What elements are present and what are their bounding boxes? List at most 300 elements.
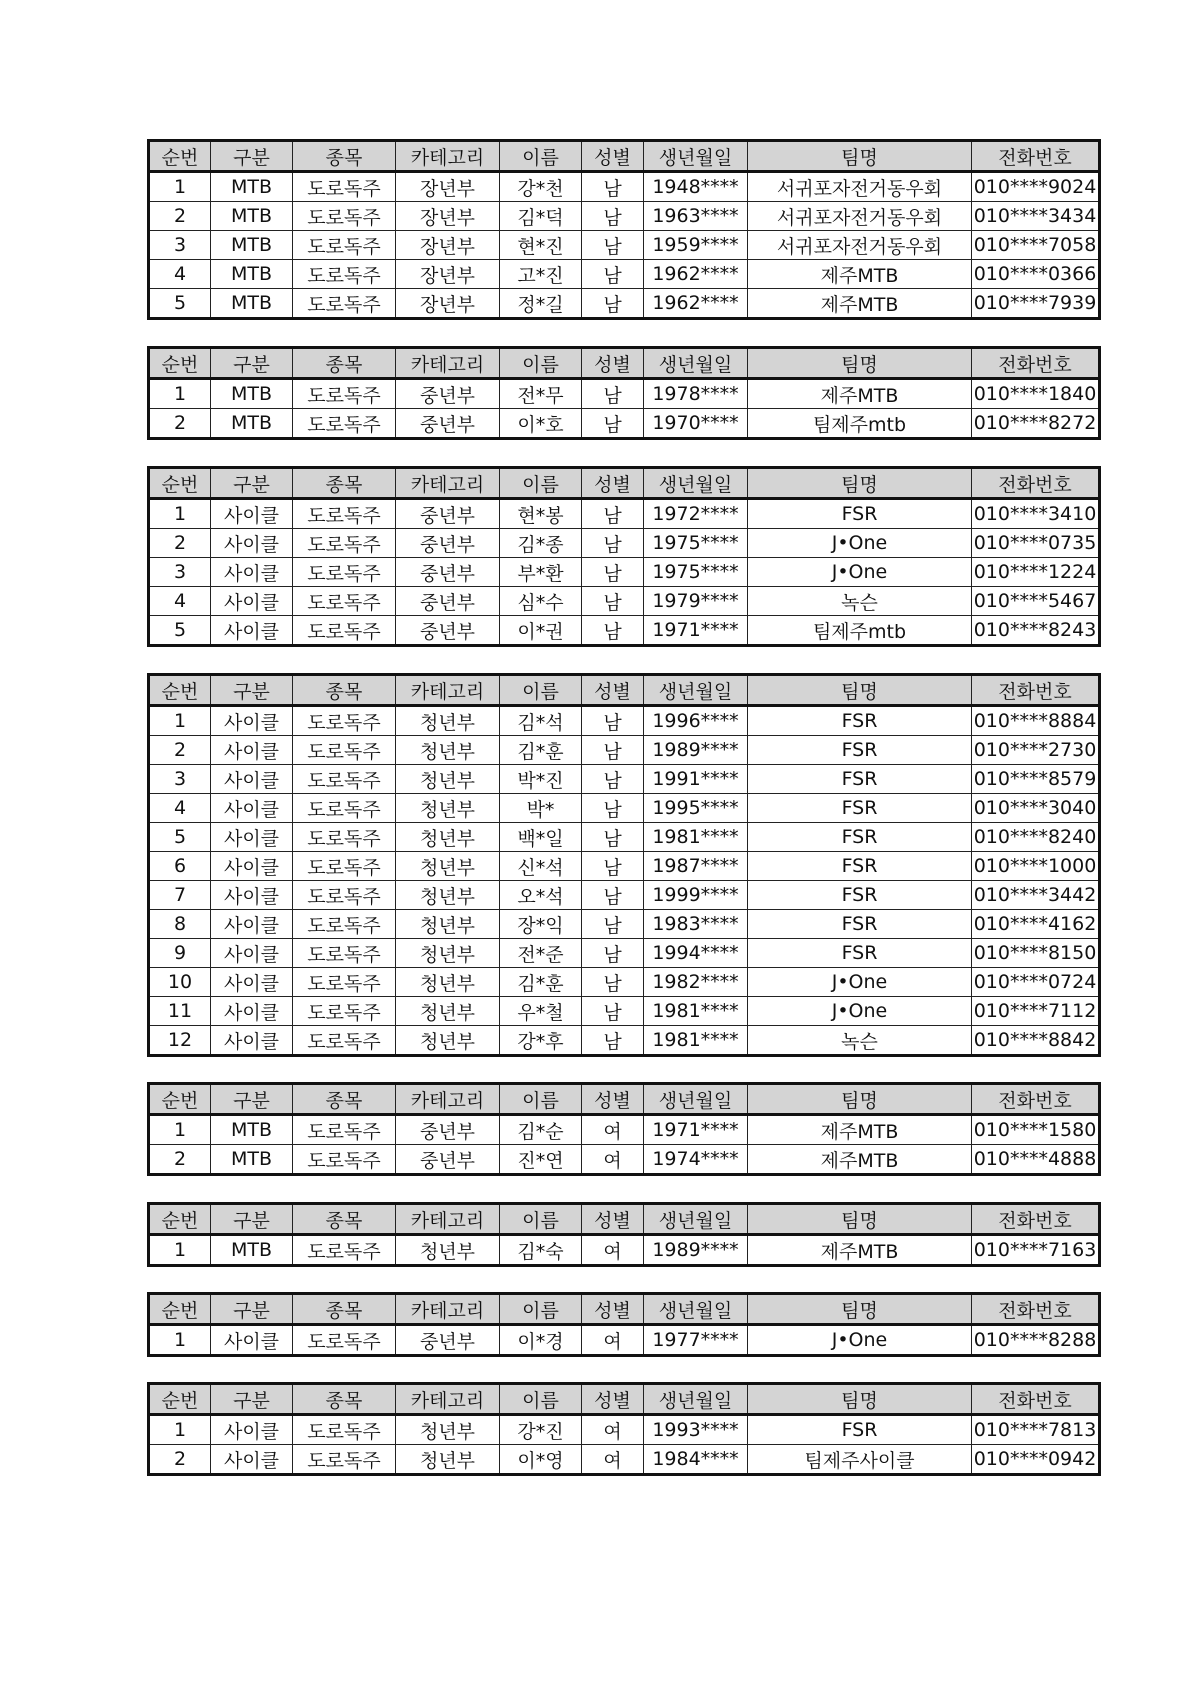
cell-group: MTB bbox=[211, 202, 293, 231]
cell-birth: 1987**** bbox=[644, 852, 748, 881]
column-header-category: 카테고리 bbox=[396, 348, 500, 379]
cell-sex: 남 bbox=[582, 765, 644, 794]
column-header-team: 팀명 bbox=[748, 468, 972, 499]
cell-name: 김*석 bbox=[500, 706, 582, 736]
cell-birth: 1993**** bbox=[644, 1415, 748, 1445]
column-header-group: 구분 bbox=[211, 675, 293, 706]
cell-group: 사이클 bbox=[211, 499, 293, 529]
column-header-category: 카테고리 bbox=[396, 468, 500, 499]
cell-phone: 010****5467 bbox=[972, 587, 1100, 616]
cell-team: J•One bbox=[748, 968, 972, 997]
cell-sex: 여 bbox=[582, 1115, 644, 1145]
cell-name: 심*수 bbox=[500, 587, 582, 616]
column-header-birth: 생년월일 bbox=[644, 468, 748, 499]
cell-event: 도로독주 bbox=[293, 231, 396, 260]
cell-no: 2 bbox=[149, 1445, 211, 1475]
cell-birth: 1963**** bbox=[644, 202, 748, 231]
column-header-birth: 생년월일 bbox=[644, 1204, 748, 1235]
cell-birth: 1948**** bbox=[644, 172, 748, 202]
cell-group: 사이클 bbox=[211, 765, 293, 794]
cell-event: 도로독주 bbox=[293, 409, 396, 439]
cell-group: 사이클 bbox=[211, 529, 293, 558]
cell-name: 진*연 bbox=[500, 1145, 582, 1175]
cell-name: 장*익 bbox=[500, 910, 582, 939]
cell-sex: 남 bbox=[582, 794, 644, 823]
cell-group: 사이클 bbox=[211, 1026, 293, 1056]
cell-name: 이*영 bbox=[500, 1445, 582, 1475]
cell-team: FSR bbox=[748, 736, 972, 765]
column-header-name: 이름 bbox=[500, 1294, 582, 1325]
roster-table bbox=[147, 1082, 1101, 1176]
column-header-category: 카테고리 bbox=[396, 1294, 500, 1325]
cell-no: 11 bbox=[149, 997, 211, 1026]
table-row bbox=[149, 910, 1100, 939]
cell-sex: 남 bbox=[582, 706, 644, 736]
cell-team: FSR bbox=[748, 939, 972, 968]
column-header-sex: 성별 bbox=[582, 675, 644, 706]
cell-birth: 1994**** bbox=[644, 939, 748, 968]
cell-group: MTB bbox=[211, 289, 293, 319]
cell-name: 김*종 bbox=[500, 529, 582, 558]
cell-event: 도로독주 bbox=[293, 794, 396, 823]
cell-sex: 남 bbox=[582, 231, 644, 260]
cell-sex: 여 bbox=[582, 1325, 644, 1356]
cell-no: 1 bbox=[149, 172, 211, 202]
cell-no: 3 bbox=[149, 558, 211, 587]
cell-category: 청년부 bbox=[396, 765, 500, 794]
cell-group: 사이클 bbox=[211, 1415, 293, 1445]
cell-group: 사이클 bbox=[211, 997, 293, 1026]
cell-category: 중년부 bbox=[396, 409, 500, 439]
cell-category: 청년부 bbox=[396, 736, 500, 765]
cell-sex: 남 bbox=[582, 409, 644, 439]
column-header-no: 순번 bbox=[149, 468, 211, 499]
column-header-team: 팀명 bbox=[748, 1384, 972, 1415]
cell-event: 도로독주 bbox=[293, 1325, 396, 1356]
cell-team: J•One bbox=[748, 997, 972, 1026]
column-header-no: 순번 bbox=[149, 141, 211, 172]
cell-sex: 남 bbox=[582, 616, 644, 646]
cell-group: 사이클 bbox=[211, 910, 293, 939]
column-header-name: 이름 bbox=[500, 1384, 582, 1415]
table-row bbox=[149, 558, 1100, 587]
cell-category: 장년부 bbox=[396, 172, 500, 202]
cell-team: FSR bbox=[748, 765, 972, 794]
cell-name: 고*진 bbox=[500, 260, 582, 289]
cell-phone: 010****8884 bbox=[972, 706, 1100, 736]
cell-no: 1 bbox=[149, 499, 211, 529]
cell-no: 10 bbox=[149, 968, 211, 997]
cell-sex: 남 bbox=[582, 587, 644, 616]
cell-event: 도로독주 bbox=[293, 939, 396, 968]
cell-category: 중년부 bbox=[396, 499, 500, 529]
cell-birth: 1984**** bbox=[644, 1445, 748, 1475]
cell-name: 정*길 bbox=[500, 289, 582, 319]
cell-category: 청년부 bbox=[396, 968, 500, 997]
table-header-row bbox=[149, 1204, 1100, 1235]
cell-birth: 1971**** bbox=[644, 616, 748, 646]
cell-phone: 010****8240 bbox=[972, 823, 1100, 852]
cell-name: 강*천 bbox=[500, 172, 582, 202]
column-header-sex: 성별 bbox=[582, 1084, 644, 1115]
cell-category: 중년부 bbox=[396, 558, 500, 587]
cell-birth: 1975**** bbox=[644, 529, 748, 558]
cell-name: 현*봉 bbox=[500, 499, 582, 529]
cell-category: 장년부 bbox=[396, 231, 500, 260]
cell-name: 이*권 bbox=[500, 616, 582, 646]
cell-sex: 남 bbox=[582, 852, 644, 881]
cell-phone: 010****0724 bbox=[972, 968, 1100, 997]
cell-phone: 010****7813 bbox=[972, 1415, 1100, 1445]
cell-birth: 1999**** bbox=[644, 881, 748, 910]
cell-name: 전*무 bbox=[500, 379, 582, 409]
cell-event: 도로독주 bbox=[293, 202, 396, 231]
table-row bbox=[149, 736, 1100, 765]
cell-birth: 1981**** bbox=[644, 1026, 748, 1056]
cell-name: 우*철 bbox=[500, 997, 582, 1026]
column-header-group: 구분 bbox=[211, 1294, 293, 1325]
cell-no: 4 bbox=[149, 794, 211, 823]
cell-birth: 1995**** bbox=[644, 794, 748, 823]
table-row bbox=[149, 852, 1100, 881]
cell-phone: 010****3410 bbox=[972, 499, 1100, 529]
cell-birth: 1989**** bbox=[644, 1235, 748, 1266]
cell-no: 1 bbox=[149, 706, 211, 736]
cell-phone: 010****2730 bbox=[972, 736, 1100, 765]
cell-category: 청년부 bbox=[396, 1445, 500, 1475]
cell-phone: 010****8243 bbox=[972, 616, 1100, 646]
cell-group: 사이클 bbox=[211, 706, 293, 736]
cell-name: 강*진 bbox=[500, 1415, 582, 1445]
cell-category: 중년부 bbox=[396, 616, 500, 646]
cell-phone: 010****0735 bbox=[972, 529, 1100, 558]
cell-event: 도로독주 bbox=[293, 881, 396, 910]
column-header-name: 이름 bbox=[500, 1204, 582, 1235]
table-row bbox=[149, 289, 1100, 319]
roster-table bbox=[147, 1202, 1101, 1267]
cell-sex: 남 bbox=[582, 881, 644, 910]
cell-category: 중년부 bbox=[396, 1115, 500, 1145]
cell-phone: 010****4162 bbox=[972, 910, 1100, 939]
cell-phone: 010****8288 bbox=[972, 1325, 1100, 1356]
roster-table bbox=[147, 1292, 1101, 1357]
cell-team: 제주MTB bbox=[748, 1115, 972, 1145]
cell-sex: 여 bbox=[582, 1235, 644, 1266]
cell-birth: 1996**** bbox=[644, 706, 748, 736]
cell-birth: 1989**** bbox=[644, 736, 748, 765]
column-header-no: 순번 bbox=[149, 1204, 211, 1235]
cell-group: 사이클 bbox=[211, 616, 293, 646]
column-header-event: 종목 bbox=[293, 141, 396, 172]
cell-group: 사이클 bbox=[211, 587, 293, 616]
table-header-row bbox=[149, 1384, 1100, 1415]
cell-no: 2 bbox=[149, 736, 211, 765]
table-row bbox=[149, 823, 1100, 852]
cell-sex: 남 bbox=[582, 260, 644, 289]
table-row bbox=[149, 968, 1100, 997]
table-header-row bbox=[149, 675, 1100, 706]
cell-sex: 남 bbox=[582, 997, 644, 1026]
cell-event: 도로독주 bbox=[293, 910, 396, 939]
cell-event: 도로독주 bbox=[293, 379, 396, 409]
cell-no: 2 bbox=[149, 1145, 211, 1175]
column-header-phone: 전화번호 bbox=[972, 1294, 1100, 1325]
table-row bbox=[149, 939, 1100, 968]
table-row bbox=[149, 499, 1100, 529]
cell-category: 장년부 bbox=[396, 289, 500, 319]
cell-team: FSR bbox=[748, 910, 972, 939]
cell-category: 중년부 bbox=[396, 587, 500, 616]
cell-name: 김*순 bbox=[500, 1115, 582, 1145]
cell-no: 3 bbox=[149, 765, 211, 794]
cell-no: 1 bbox=[149, 1235, 211, 1266]
column-header-name: 이름 bbox=[500, 141, 582, 172]
cell-group: MTB bbox=[211, 231, 293, 260]
cell-no: 5 bbox=[149, 823, 211, 852]
cell-sex: 남 bbox=[582, 968, 644, 997]
column-header-birth: 생년월일 bbox=[644, 675, 748, 706]
cell-group: 사이클 bbox=[211, 852, 293, 881]
column-header-category: 카테고리 bbox=[396, 1084, 500, 1115]
cell-category: 중년부 bbox=[396, 379, 500, 409]
roster-table bbox=[147, 673, 1101, 1057]
cell-group: 사이클 bbox=[211, 968, 293, 997]
cell-birth: 1981**** bbox=[644, 823, 748, 852]
cell-event: 도로독주 bbox=[293, 529, 396, 558]
cell-event: 도로독주 bbox=[293, 968, 396, 997]
cell-phone: 010****1580 bbox=[972, 1115, 1100, 1145]
cell-team: 제주MTB bbox=[748, 289, 972, 319]
cell-birth: 1972**** bbox=[644, 499, 748, 529]
cell-phone: 010****7939 bbox=[972, 289, 1100, 319]
cell-event: 도로독주 bbox=[293, 1026, 396, 1056]
cell-phone: 010****1840 bbox=[972, 379, 1100, 409]
cell-category: 청년부 bbox=[396, 823, 500, 852]
table-row bbox=[149, 1115, 1100, 1145]
column-header-no: 순번 bbox=[149, 348, 211, 379]
column-header-group: 구분 bbox=[211, 1384, 293, 1415]
cell-group: 사이클 bbox=[211, 794, 293, 823]
cell-group: MTB bbox=[211, 1145, 293, 1175]
cell-category: 청년부 bbox=[396, 852, 500, 881]
cell-phone: 010****9024 bbox=[972, 172, 1100, 202]
cell-phone: 010****8842 bbox=[972, 1026, 1100, 1056]
cell-no: 8 bbox=[149, 910, 211, 939]
table-row bbox=[149, 1145, 1100, 1175]
column-header-phone: 전화번호 bbox=[972, 348, 1100, 379]
table-header-row bbox=[149, 141, 1100, 172]
cell-category: 중년부 bbox=[396, 1325, 500, 1356]
cell-no: 5 bbox=[149, 289, 211, 319]
column-header-event: 종목 bbox=[293, 348, 396, 379]
cell-event: 도로독주 bbox=[293, 558, 396, 587]
cell-team: J•One bbox=[748, 1325, 972, 1356]
cell-group: 사이클 bbox=[211, 1445, 293, 1475]
cell-event: 도로독주 bbox=[293, 1445, 396, 1475]
cell-phone: 010****0942 bbox=[972, 1445, 1100, 1475]
cell-birth: 1977**** bbox=[644, 1325, 748, 1356]
cell-category: 청년부 bbox=[396, 1235, 500, 1266]
cell-no: 12 bbox=[149, 1026, 211, 1056]
cell-category: 청년부 bbox=[396, 1026, 500, 1056]
column-header-no: 순번 bbox=[149, 675, 211, 706]
cell-category: 청년부 bbox=[396, 881, 500, 910]
cell-team: FSR bbox=[748, 852, 972, 881]
cell-group: MTB bbox=[211, 260, 293, 289]
column-header-phone: 전화번호 bbox=[972, 1084, 1100, 1115]
column-header-phone: 전화번호 bbox=[972, 141, 1100, 172]
column-header-phone: 전화번호 bbox=[972, 1204, 1100, 1235]
cell-group: MTB bbox=[211, 1235, 293, 1266]
cell-team: 녹슨 bbox=[748, 587, 972, 616]
column-header-no: 순번 bbox=[149, 1384, 211, 1415]
cell-no: 3 bbox=[149, 231, 211, 260]
column-header-team: 팀명 bbox=[748, 141, 972, 172]
cell-no: 1 bbox=[149, 1115, 211, 1145]
cell-phone: 010****4888 bbox=[972, 1145, 1100, 1175]
cell-team: FSR bbox=[748, 499, 972, 529]
column-header-category: 카테고리 bbox=[396, 1204, 500, 1235]
column-header-phone: 전화번호 bbox=[972, 468, 1100, 499]
table-row bbox=[149, 1445, 1100, 1475]
cell-group: MTB bbox=[211, 409, 293, 439]
cell-name: 부*환 bbox=[500, 558, 582, 587]
cell-event: 도로독주 bbox=[293, 616, 396, 646]
column-header-birth: 생년월일 bbox=[644, 348, 748, 379]
cell-team: J•One bbox=[748, 558, 972, 587]
cell-team: J•One bbox=[748, 529, 972, 558]
roster-table bbox=[147, 466, 1101, 647]
cell-event: 도로독주 bbox=[293, 289, 396, 319]
column-header-sex: 성별 bbox=[582, 141, 644, 172]
column-header-category: 카테고리 bbox=[396, 141, 500, 172]
cell-birth: 1991**** bbox=[644, 765, 748, 794]
cell-event: 도로독주 bbox=[293, 499, 396, 529]
cell-sex: 여 bbox=[582, 1145, 644, 1175]
table-row bbox=[149, 706, 1100, 736]
cell-birth: 1982**** bbox=[644, 968, 748, 997]
cell-no: 1 bbox=[149, 379, 211, 409]
table-row bbox=[149, 231, 1100, 260]
cell-event: 도로독주 bbox=[293, 1115, 396, 1145]
cell-group: 사이클 bbox=[211, 736, 293, 765]
column-header-event: 종목 bbox=[293, 1294, 396, 1325]
cell-sex: 여 bbox=[582, 1445, 644, 1475]
cell-category: 장년부 bbox=[396, 260, 500, 289]
table-row bbox=[149, 881, 1100, 910]
cell-team: FSR bbox=[748, 706, 972, 736]
table-row bbox=[149, 202, 1100, 231]
cell-event: 도로독주 bbox=[293, 823, 396, 852]
column-header-sex: 성별 bbox=[582, 348, 644, 379]
cell-team: FSR bbox=[748, 1415, 972, 1445]
column-header-event: 종목 bbox=[293, 1384, 396, 1415]
column-header-category: 카테고리 bbox=[396, 1384, 500, 1415]
cell-name: 현*진 bbox=[500, 231, 582, 260]
cell-name: 김*덕 bbox=[500, 202, 582, 231]
cell-event: 도로독주 bbox=[293, 260, 396, 289]
cell-phone: 010****8150 bbox=[972, 939, 1100, 968]
column-header-event: 종목 bbox=[293, 1084, 396, 1115]
table-row bbox=[149, 529, 1100, 558]
cell-no: 5 bbox=[149, 616, 211, 646]
cell-team: 서귀포자전거동우회 bbox=[748, 202, 972, 231]
table-row bbox=[149, 616, 1100, 646]
cell-birth: 1981**** bbox=[644, 997, 748, 1026]
cell-name: 김*숙 bbox=[500, 1235, 582, 1266]
column-header-sex: 성별 bbox=[582, 1294, 644, 1325]
roster-table bbox=[147, 139, 1101, 320]
cell-name: 박* bbox=[500, 794, 582, 823]
cell-team: 서귀포자전거동우회 bbox=[748, 231, 972, 260]
cell-phone: 010****7112 bbox=[972, 997, 1100, 1026]
cell-no: 7 bbox=[149, 881, 211, 910]
column-header-name: 이름 bbox=[500, 1084, 582, 1115]
column-header-team: 팀명 bbox=[748, 1084, 972, 1115]
cell-no: 6 bbox=[149, 852, 211, 881]
cell-group: MTB bbox=[211, 1115, 293, 1145]
cell-sex: 남 bbox=[582, 736, 644, 765]
cell-team: FSR bbox=[748, 794, 972, 823]
cell-group: MTB bbox=[211, 379, 293, 409]
cell-group: 사이클 bbox=[211, 558, 293, 587]
cell-phone: 010****7058 bbox=[972, 231, 1100, 260]
cell-group: 사이클 bbox=[211, 823, 293, 852]
column-header-group: 구분 bbox=[211, 1204, 293, 1235]
table-row bbox=[149, 379, 1100, 409]
cell-event: 도로독주 bbox=[293, 172, 396, 202]
roster-table bbox=[147, 1382, 1101, 1476]
column-header-group: 구분 bbox=[211, 1084, 293, 1115]
cell-team: 팀제주사이클 bbox=[748, 1445, 972, 1475]
column-header-sex: 성별 bbox=[582, 468, 644, 499]
cell-event: 도로독주 bbox=[293, 1235, 396, 1266]
cell-team: 팀제주mtb bbox=[748, 616, 972, 646]
cell-team: 제주MTB bbox=[748, 1235, 972, 1266]
cell-sex: 남 bbox=[582, 499, 644, 529]
cell-category: 청년부 bbox=[396, 910, 500, 939]
cell-phone: 010****0366 bbox=[972, 260, 1100, 289]
cell-sex: 남 bbox=[582, 529, 644, 558]
cell-birth: 1970**** bbox=[644, 409, 748, 439]
cell-no: 4 bbox=[149, 587, 211, 616]
cell-category: 청년부 bbox=[396, 939, 500, 968]
cell-no: 9 bbox=[149, 939, 211, 968]
cell-no: 2 bbox=[149, 409, 211, 439]
cell-birth: 1962**** bbox=[644, 289, 748, 319]
column-header-phone: 전화번호 bbox=[972, 1384, 1100, 1415]
column-header-birth: 생년월일 bbox=[644, 1384, 748, 1415]
cell-group: 사이클 bbox=[211, 1325, 293, 1356]
cell-event: 도로독주 bbox=[293, 706, 396, 736]
table-header-row bbox=[149, 348, 1100, 379]
column-header-phone: 전화번호 bbox=[972, 675, 1100, 706]
cell-event: 도로독주 bbox=[293, 852, 396, 881]
column-header-team: 팀명 bbox=[748, 675, 972, 706]
column-header-team: 팀명 bbox=[748, 1294, 972, 1325]
cell-sex: 남 bbox=[582, 823, 644, 852]
cell-name: 백*일 bbox=[500, 823, 582, 852]
cell-sex: 남 bbox=[582, 939, 644, 968]
column-header-event: 종목 bbox=[293, 1204, 396, 1235]
table-row bbox=[149, 1325, 1100, 1356]
cell-team: 팀제주mtb bbox=[748, 409, 972, 439]
column-header-birth: 생년월일 bbox=[644, 141, 748, 172]
cell-phone: 010****7163 bbox=[972, 1235, 1100, 1266]
table-row bbox=[149, 587, 1100, 616]
cell-birth: 1983**** bbox=[644, 910, 748, 939]
column-header-event: 종목 bbox=[293, 468, 396, 499]
